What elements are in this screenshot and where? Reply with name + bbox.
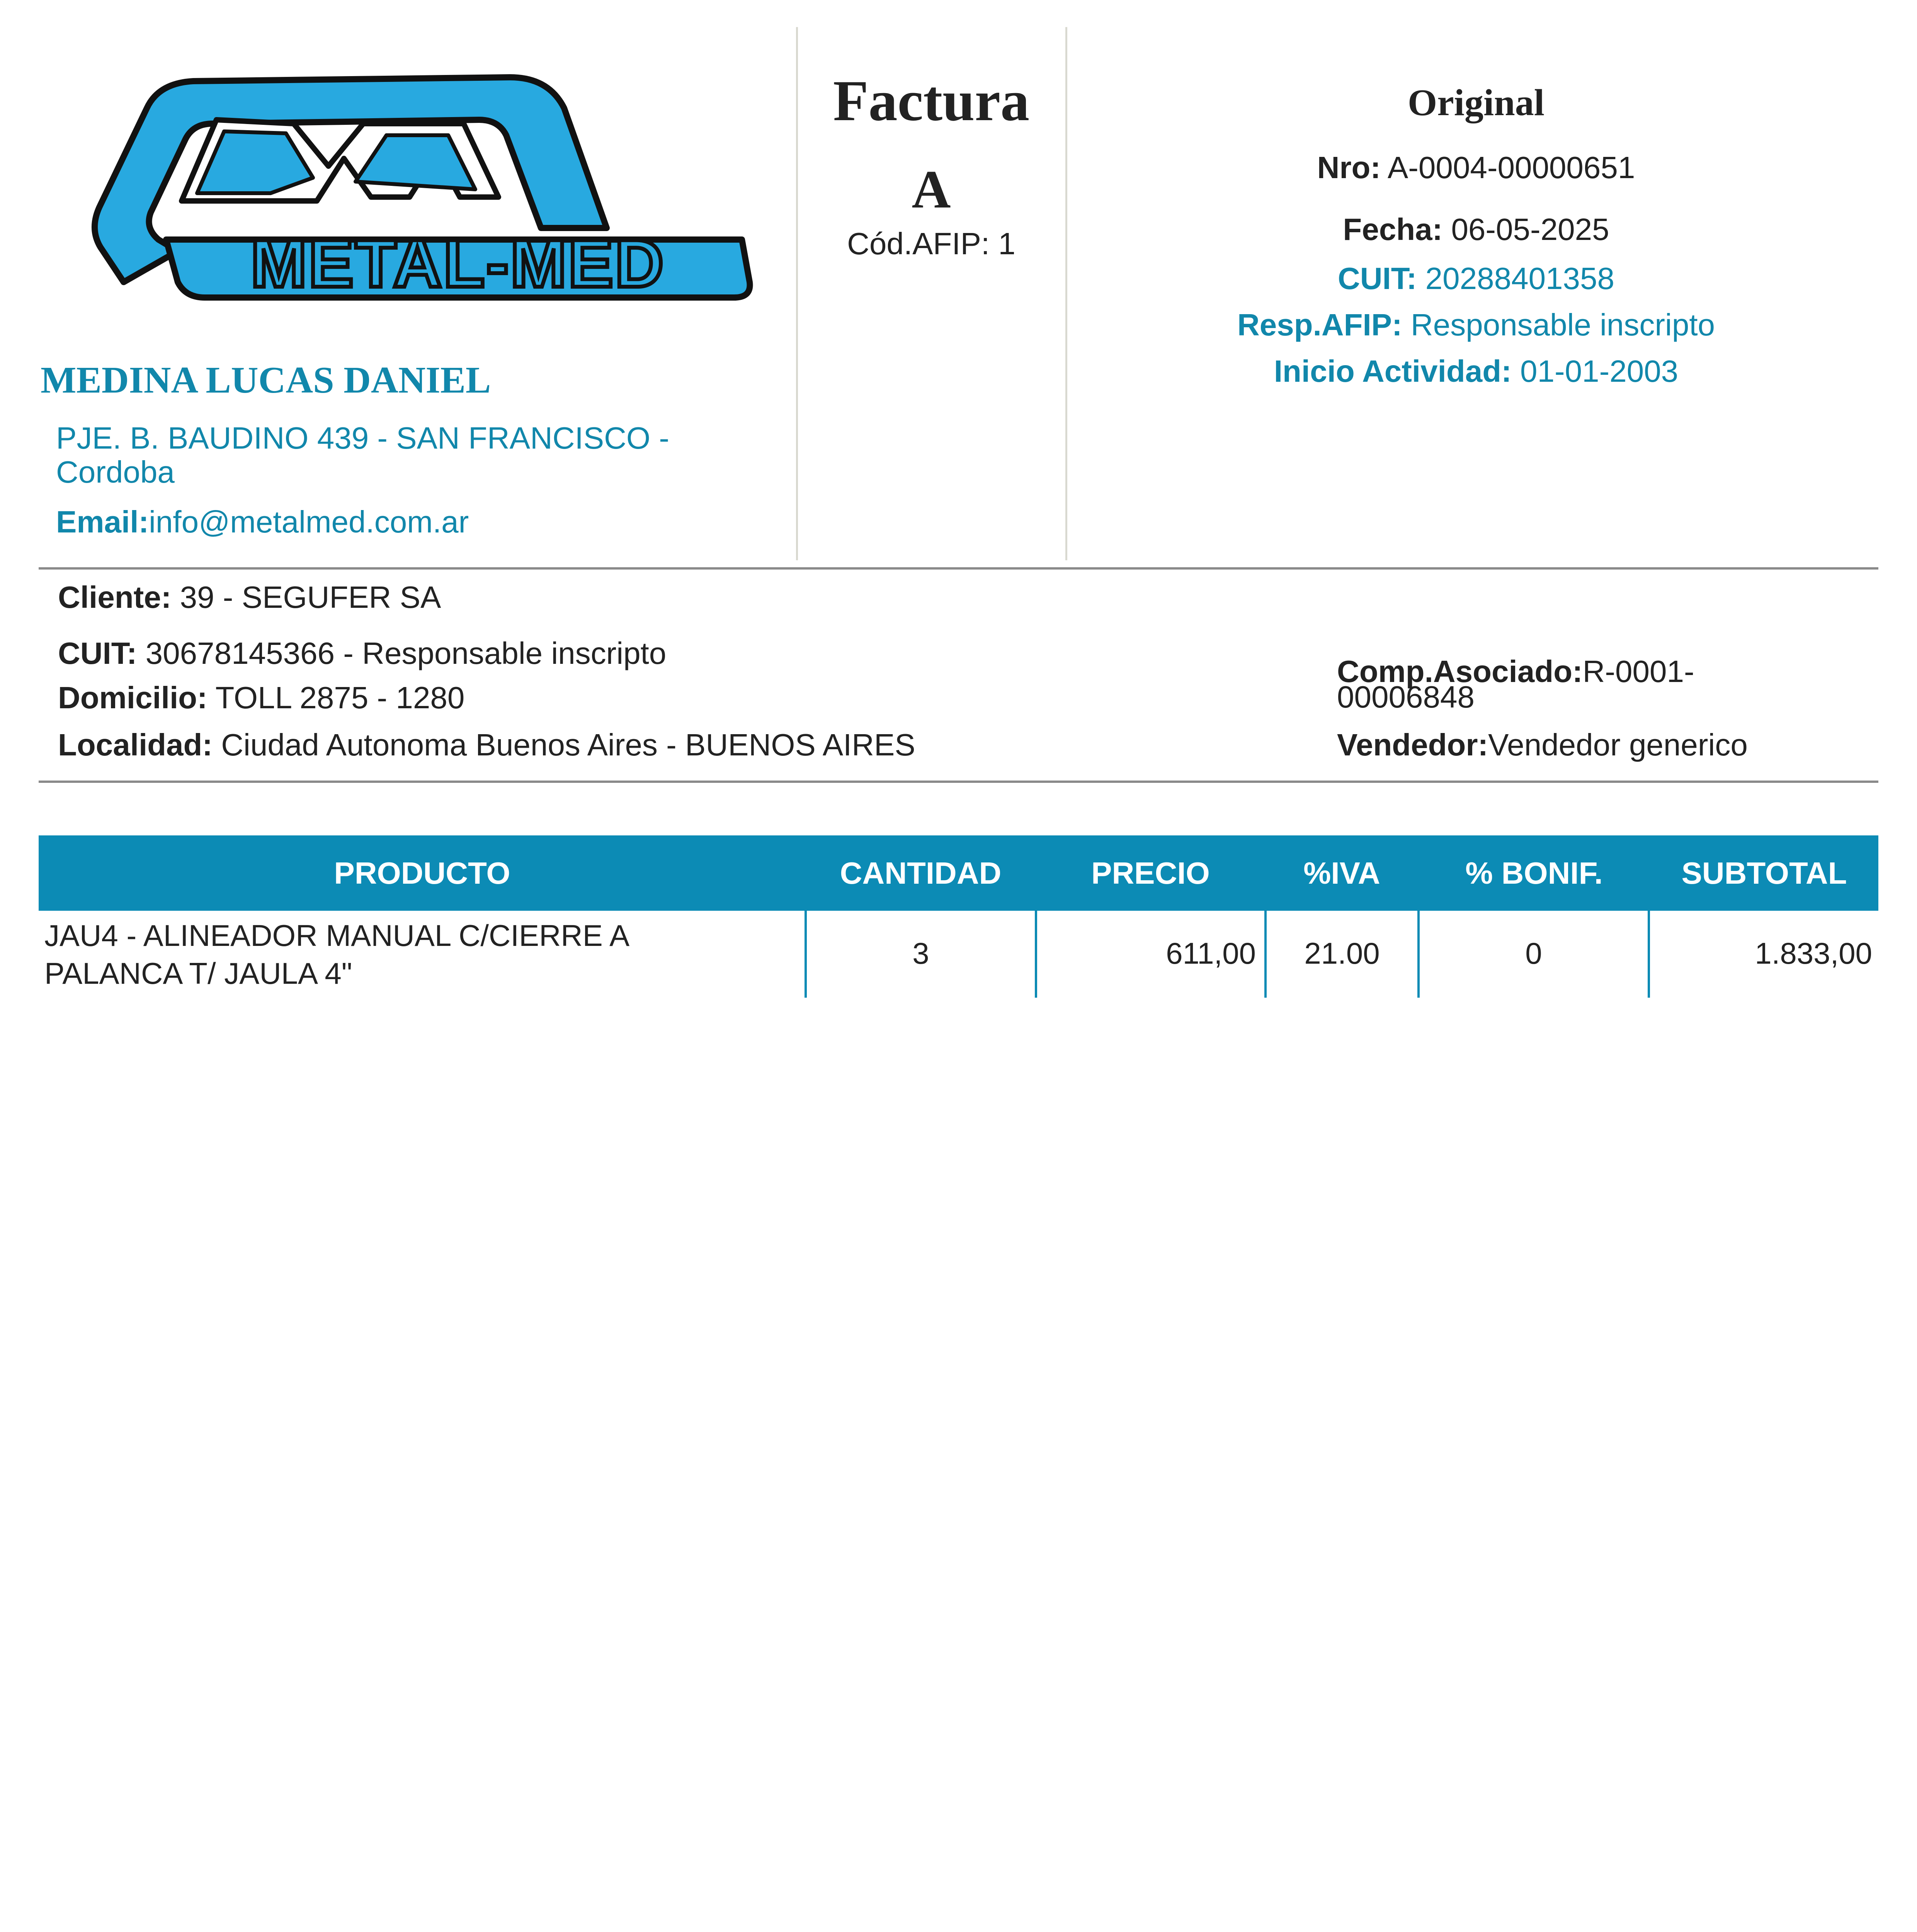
client-localidad-value: Ciudad Autonoma Buenos Aires - BUENOS AIRES <box>221 728 915 762</box>
doc-fecha-label: Fecha: <box>1343 212 1443 247</box>
issuer-address <box>56 421 752 489</box>
header-bottom-rule <box>39 567 1878 570</box>
client-domicilio-label: Domicilio: <box>58 680 208 715</box>
doc-resp-value: Responsable inscripto <box>1410 308 1715 342</box>
client-vendedor-value: Vendedor generico <box>1488 728 1748 762</box>
doc-nro <box>1271 150 1681 185</box>
doc-cuit <box>1271 261 1681 296</box>
cell-subtotal: 1.833,00 <box>1755 936 1872 970</box>
doc-type-letter: A <box>912 160 951 219</box>
col-header-bonif: % BONIF. <box>1465 856 1603 890</box>
client-domicilio-value: TOLL 2875 - 1280 <box>215 680 465 715</box>
client-bottom-rule <box>39 781 1878 783</box>
logo-text: METAL-MED <box>250 226 665 301</box>
doc-fecha-value: 06-05-2025 <box>1451 212 1609 247</box>
col-header-precio: PRECIO <box>1091 856 1210 890</box>
issuer-email-value: info@metalmed.com.ar <box>149 505 469 539</box>
metal-med-logo-graphic <box>77 66 754 305</box>
client-comp-value-part1: R-0001- <box>1582 654 1694 689</box>
client-cuit <box>58 636 666 671</box>
cell-bonif: 0 <box>1525 936 1542 970</box>
client-comp-asociado <box>1337 654 1801 714</box>
issuer-email <box>56 504 469 540</box>
doc-resp <box>1206 307 1747 343</box>
doc-resp-label: Resp.AFIP: <box>1237 308 1402 342</box>
client-comp-value-part2: 00006848 <box>1337 680 1475 714</box>
doc-nro-value: A-0004-00000651 <box>1387 150 1635 185</box>
client-localidad <box>58 727 915 763</box>
client-cliente-value: 39 - SEGUFER SA <box>180 580 441 614</box>
cell-producto-line2: PALANCA T/ JAULA 4" <box>44 956 352 990</box>
header-divider-right <box>1065 27 1067 560</box>
doc-type-code: Cód.AFIP: 1 <box>847 226 1015 261</box>
col-header-iva: %IVA <box>1303 856 1380 890</box>
doc-nro-label: Nro: <box>1317 150 1381 185</box>
cell-precio: 611,00 <box>1166 936 1256 970</box>
doc-copy: Original <box>1408 82 1544 124</box>
cell-producto <box>44 911 802 1003</box>
client-vendedor-label: Vendedor: <box>1337 728 1488 762</box>
doc-inicio-value: 01-01-2003 <box>1520 354 1679 388</box>
client-cliente <box>58 580 441 615</box>
doc-fecha <box>1271 212 1681 247</box>
client-cuit-label: CUIT: <box>58 636 137 670</box>
col-header-cantidad: CANTIDAD <box>840 856 1002 890</box>
cell-cantidad: 3 <box>912 936 929 970</box>
items-table-header <box>39 835 1878 911</box>
col-header-subtotal: SUBTOTAL <box>1681 856 1847 890</box>
doc-type-title: Factura <box>833 69 1030 133</box>
doc-cuit-label: CUIT: <box>1337 261 1417 296</box>
issuer-name: MEDINA LUCAS DANIEL <box>41 359 491 401</box>
company-logo <box>77 66 754 305</box>
issuer-address-line2: Cordoba <box>56 455 175 489</box>
client-cuit-value: 30678145366 - Responsable inscripto <box>145 636 667 670</box>
client-comp-label: Comp.Asociado: <box>1337 654 1583 689</box>
client-localidad-label: Localidad: <box>58 728 213 762</box>
doc-inicio <box>1206 354 1747 389</box>
doc-cuit-value: 20288401358 <box>1425 261 1615 296</box>
doc-inicio-label: Inicio Actividad: <box>1274 354 1512 388</box>
col-header-producto: PRODUCTO <box>334 856 510 890</box>
issuer-email-label: Email: <box>56 505 149 539</box>
cell-producto-line1: JAU4 - ALINEADOR MANUAL C/CIERRE A <box>44 918 630 952</box>
client-domicilio <box>58 680 464 716</box>
client-vendedor <box>1337 727 1748 763</box>
cell-iva: 21.00 <box>1304 936 1380 970</box>
client-cliente-label: Cliente: <box>58 580 172 614</box>
issuer-address-line1: PJE. B. BAUDINO 439 - SAN FRANCISCO - <box>56 421 669 455</box>
